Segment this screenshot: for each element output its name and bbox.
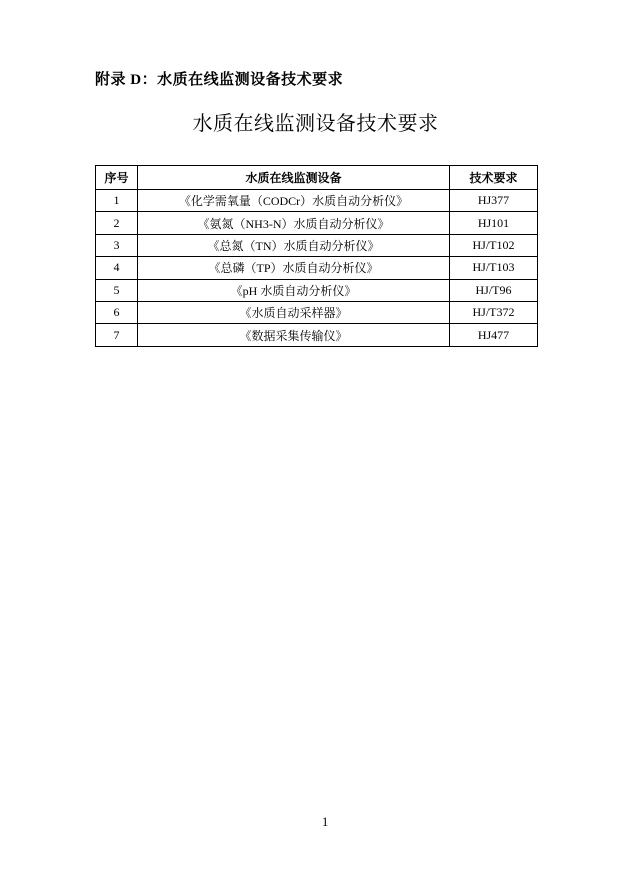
cell-serial-number: 5 bbox=[96, 279, 138, 301]
appendix-heading: 附录 D：水质在线监测设备技术要求 bbox=[95, 72, 344, 88]
table-row bbox=[96, 257, 538, 279]
cell-requirement: HJ101 bbox=[450, 212, 538, 234]
cell-requirement: HJ/T96 bbox=[450, 279, 538, 301]
cell-serial-number: 1 bbox=[96, 190, 138, 212]
table-row bbox=[96, 301, 538, 323]
cell-device: 《总氮（TN）水质自动分析仪》 bbox=[138, 234, 450, 256]
cell-device: 《总磷（TP）水质自动分析仪》 bbox=[138, 257, 450, 279]
cell-serial-number: 2 bbox=[96, 212, 138, 234]
cell-device: 《pH 水质自动分析仪》 bbox=[138, 279, 450, 301]
cell-requirement: HJ/T372 bbox=[450, 301, 538, 323]
column-header-serial-number: 序号 bbox=[96, 166, 138, 190]
cell-serial-number: 4 bbox=[96, 257, 138, 279]
table-row bbox=[96, 190, 538, 212]
cell-device: 《数据采集传输仪》 bbox=[138, 324, 450, 346]
cell-requirement: HJ477 bbox=[450, 324, 538, 346]
table-row bbox=[96, 212, 538, 234]
page-title: 水质在线监测设备技术要求 bbox=[192, 113, 439, 135]
cell-requirement: HJ/T102 bbox=[450, 234, 538, 256]
cell-device: 《水质自动采样器》 bbox=[138, 301, 450, 323]
table-row bbox=[96, 324, 538, 346]
cell-serial-number: 7 bbox=[96, 324, 138, 346]
cell-serial-number: 6 bbox=[96, 301, 138, 323]
page-number: 1 bbox=[322, 815, 329, 829]
equipment-requirements-table bbox=[95, 165, 538, 347]
table-header-row bbox=[96, 166, 538, 190]
cell-device: 《化学需氧量（CODCr）水质自动分析仪》 bbox=[138, 190, 450, 212]
table-row bbox=[96, 279, 538, 301]
cell-device: 《氨氮（NH3-N）水质自动分析仪》 bbox=[138, 212, 450, 234]
table-row bbox=[96, 234, 538, 256]
cell-requirement: HJ/T103 bbox=[450, 257, 538, 279]
cell-serial-number: 3 bbox=[96, 234, 138, 256]
cell-requirement: HJ377 bbox=[450, 190, 538, 212]
column-header-requirement: 技术要求 bbox=[450, 166, 538, 190]
column-header-device: 水质在线监测设备 bbox=[138, 166, 450, 190]
